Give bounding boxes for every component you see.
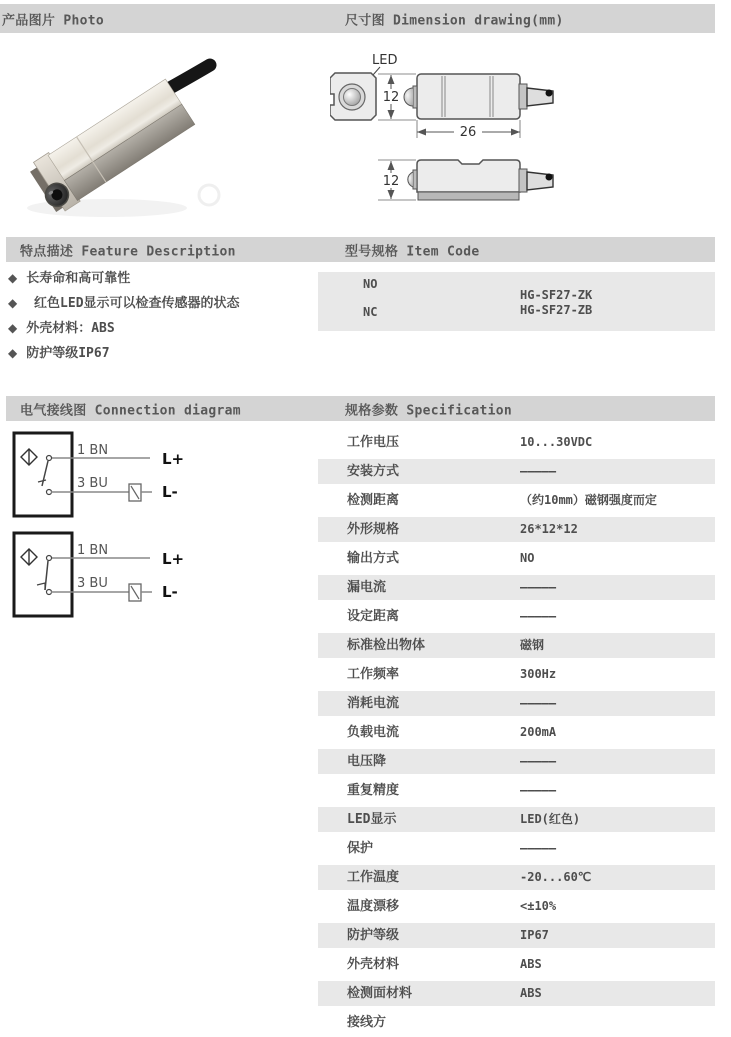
section-title-connection: 电气接线图 Connection diagram — [20, 403, 241, 418]
spec-value: ————— — [520, 580, 557, 594]
item-code-type: NO — [363, 277, 378, 291]
spec-row — [318, 575, 715, 604]
diamond-bullet-icon: ◆ — [8, 271, 18, 285]
wire-label-bn: 1 BN — [77, 443, 109, 458]
spec-value: ————— — [520, 696, 557, 710]
terminal-label-lminus: L- — [162, 483, 178, 501]
spec-row — [318, 459, 715, 488]
feature-item — [8, 341, 240, 366]
spec-row — [318, 430, 715, 459]
sensor-body — [26, 77, 196, 216]
spec-row — [318, 633, 715, 662]
spec-label: 保护 — [347, 841, 374, 856]
spec-value: 26*12*12 — [520, 522, 578, 536]
section-title-features: 特点描述 Feature Description — [20, 244, 236, 259]
spec-label: 安装方式 — [347, 464, 400, 479]
led-label: LED — [372, 53, 398, 68]
spec-label: 消耗电流 — [347, 696, 400, 711]
spec-row — [318, 691, 715, 720]
diamond-bullet-icon: ◆ — [8, 321, 18, 335]
diamond-bullet-icon: ◆ — [8, 296, 18, 310]
spec-value: ————— — [520, 464, 557, 478]
side-view-bottom — [417, 160, 520, 192]
spec-value: NO — [520, 551, 535, 565]
spec-label: 重复精度 — [347, 783, 400, 798]
spec-label: 输出方式 — [347, 551, 400, 566]
item-code-table — [318, 272, 715, 331]
spec-row — [318, 894, 715, 923]
spec-row — [318, 1010, 715, 1037]
spec-label: 温度漂移 — [347, 899, 400, 914]
side-view-top — [417, 74, 520, 119]
spec-label: LED显示 — [347, 812, 397, 827]
spec-value: -20...60℃ — [520, 870, 592, 884]
spec-row — [318, 720, 715, 749]
wire-label-bn: 1 BN — [77, 543, 109, 558]
connection-diagram — [0, 425, 200, 630]
section-title-photo: 产品图片 Photo — [2, 13, 104, 28]
spec-label: 工作频率 — [347, 667, 400, 682]
spec-row — [318, 981, 715, 1010]
spec-value: ————— — [520, 609, 557, 623]
section-title-dimension: 尺寸图 Dimension drawing(mm) — [345, 13, 564, 28]
led-dome-side — [404, 88, 413, 106]
terminal-label-lplus: L+ — [162, 550, 185, 568]
spec-row — [318, 604, 715, 633]
specification-table — [318, 430, 715, 1037]
led-dome-side2 — [408, 172, 413, 187]
spec-value: 300Hz — [520, 667, 557, 681]
spec-value: ————— — [520, 841, 557, 855]
cable-gland-bottom — [519, 169, 527, 192]
terminal-label-lplus: L+ — [162, 450, 185, 468]
wiring-diagram-nc — [14, 533, 184, 616]
feature-label: 防护等级IP67 — [26, 346, 110, 361]
spec-label: 检测距离 — [347, 493, 400, 508]
spec-row — [318, 923, 715, 952]
spec-value: （约10mm）磁钢强度而定 — [520, 493, 657, 507]
dim-height-bottom: 12 — [382, 174, 400, 189]
item-code-value: HG-SF27-ZB — [520, 303, 593, 317]
section-title-itemcode: 型号规格 Item Code — [345, 244, 480, 259]
wire-label-bu: 3 BU — [77, 576, 108, 591]
spec-row — [318, 865, 715, 894]
spec-row — [318, 546, 715, 575]
wiring-diagram-no — [14, 433, 184, 516]
mounting-strip — [418, 192, 519, 200]
cable-gland-top — [519, 84, 527, 109]
spec-label: 工作温度 — [347, 870, 400, 885]
spec-value: 磁钢 — [520, 638, 545, 652]
feature-item — [8, 291, 240, 316]
dim-length: 26 — [459, 125, 477, 140]
spec-label: 外形规格 — [347, 522, 400, 537]
terminal-label-lminus: L- — [162, 583, 178, 601]
spec-label: 负载电流 — [347, 725, 400, 740]
feature-item — [8, 266, 240, 291]
spec-value: <±10% — [520, 899, 557, 913]
led-dome — [344, 89, 361, 106]
switch-arm-open — [42, 461, 48, 486]
spec-value: ABS — [520, 986, 542, 1000]
section-bar-connection-spec — [6, 396, 715, 421]
spec-label: 标准检出物体 — [347, 638, 426, 653]
section-title-specification: 规格参数 Specification — [345, 403, 512, 418]
dim-height-top: 12 — [382, 90, 400, 105]
feature-list — [8, 266, 240, 366]
spec-label: 防护等级 — [347, 928, 400, 943]
spec-value: ————— — [520, 754, 557, 768]
section-bar-photo-dimension — [0, 4, 715, 33]
item-code-type: NC — [363, 305, 378, 319]
spec-value: IP67 — [520, 928, 549, 942]
spec-value: ABS — [520, 957, 542, 971]
feature-label: 长寿命和高可靠性 — [26, 271, 131, 286]
spec-label: 漏电流 — [347, 580, 387, 595]
wire-label-bu: 3 BU — [77, 476, 108, 491]
spec-row — [318, 662, 715, 691]
spec-label: 检测面材料 — [347, 986, 413, 1001]
spec-label: 电压降 — [347, 754, 387, 769]
spec-row — [318, 836, 715, 865]
spec-label: 接线方 — [347, 1015, 387, 1030]
spec-label: 外壳材料 — [347, 957, 400, 972]
spec-label: 设定距离 — [347, 609, 400, 624]
feature-label: 红色LED显示可以检查传感器的状态 — [26, 296, 240, 311]
spec-row — [318, 517, 715, 546]
spec-value: 200mA — [520, 725, 557, 739]
feature-item — [8, 316, 240, 341]
spec-row — [318, 778, 715, 807]
photo-watermark — [199, 185, 219, 205]
product-photo — [2, 40, 332, 230]
feature-label: 外壳材料：ABS — [26, 321, 115, 336]
spec-row — [318, 488, 715, 517]
spec-row — [318, 952, 715, 981]
spec-value: 10...30VDC — [520, 435, 593, 449]
spec-label: 工作电压 — [347, 435, 400, 450]
sensor-symbol — [21, 549, 37, 565]
item-code-value: HG-SF27-ZK — [520, 288, 593, 302]
sensor-symbol — [21, 449, 37, 465]
section-bar-features-itemcode — [6, 237, 715, 262]
dimension-drawing — [330, 48, 570, 228]
spec-row — [318, 749, 715, 778]
spec-value: LED(红色) — [520, 812, 581, 826]
spec-value: ————— — [520, 783, 557, 797]
spec-row — [318, 807, 715, 836]
diamond-bullet-icon: ◆ — [8, 346, 18, 360]
